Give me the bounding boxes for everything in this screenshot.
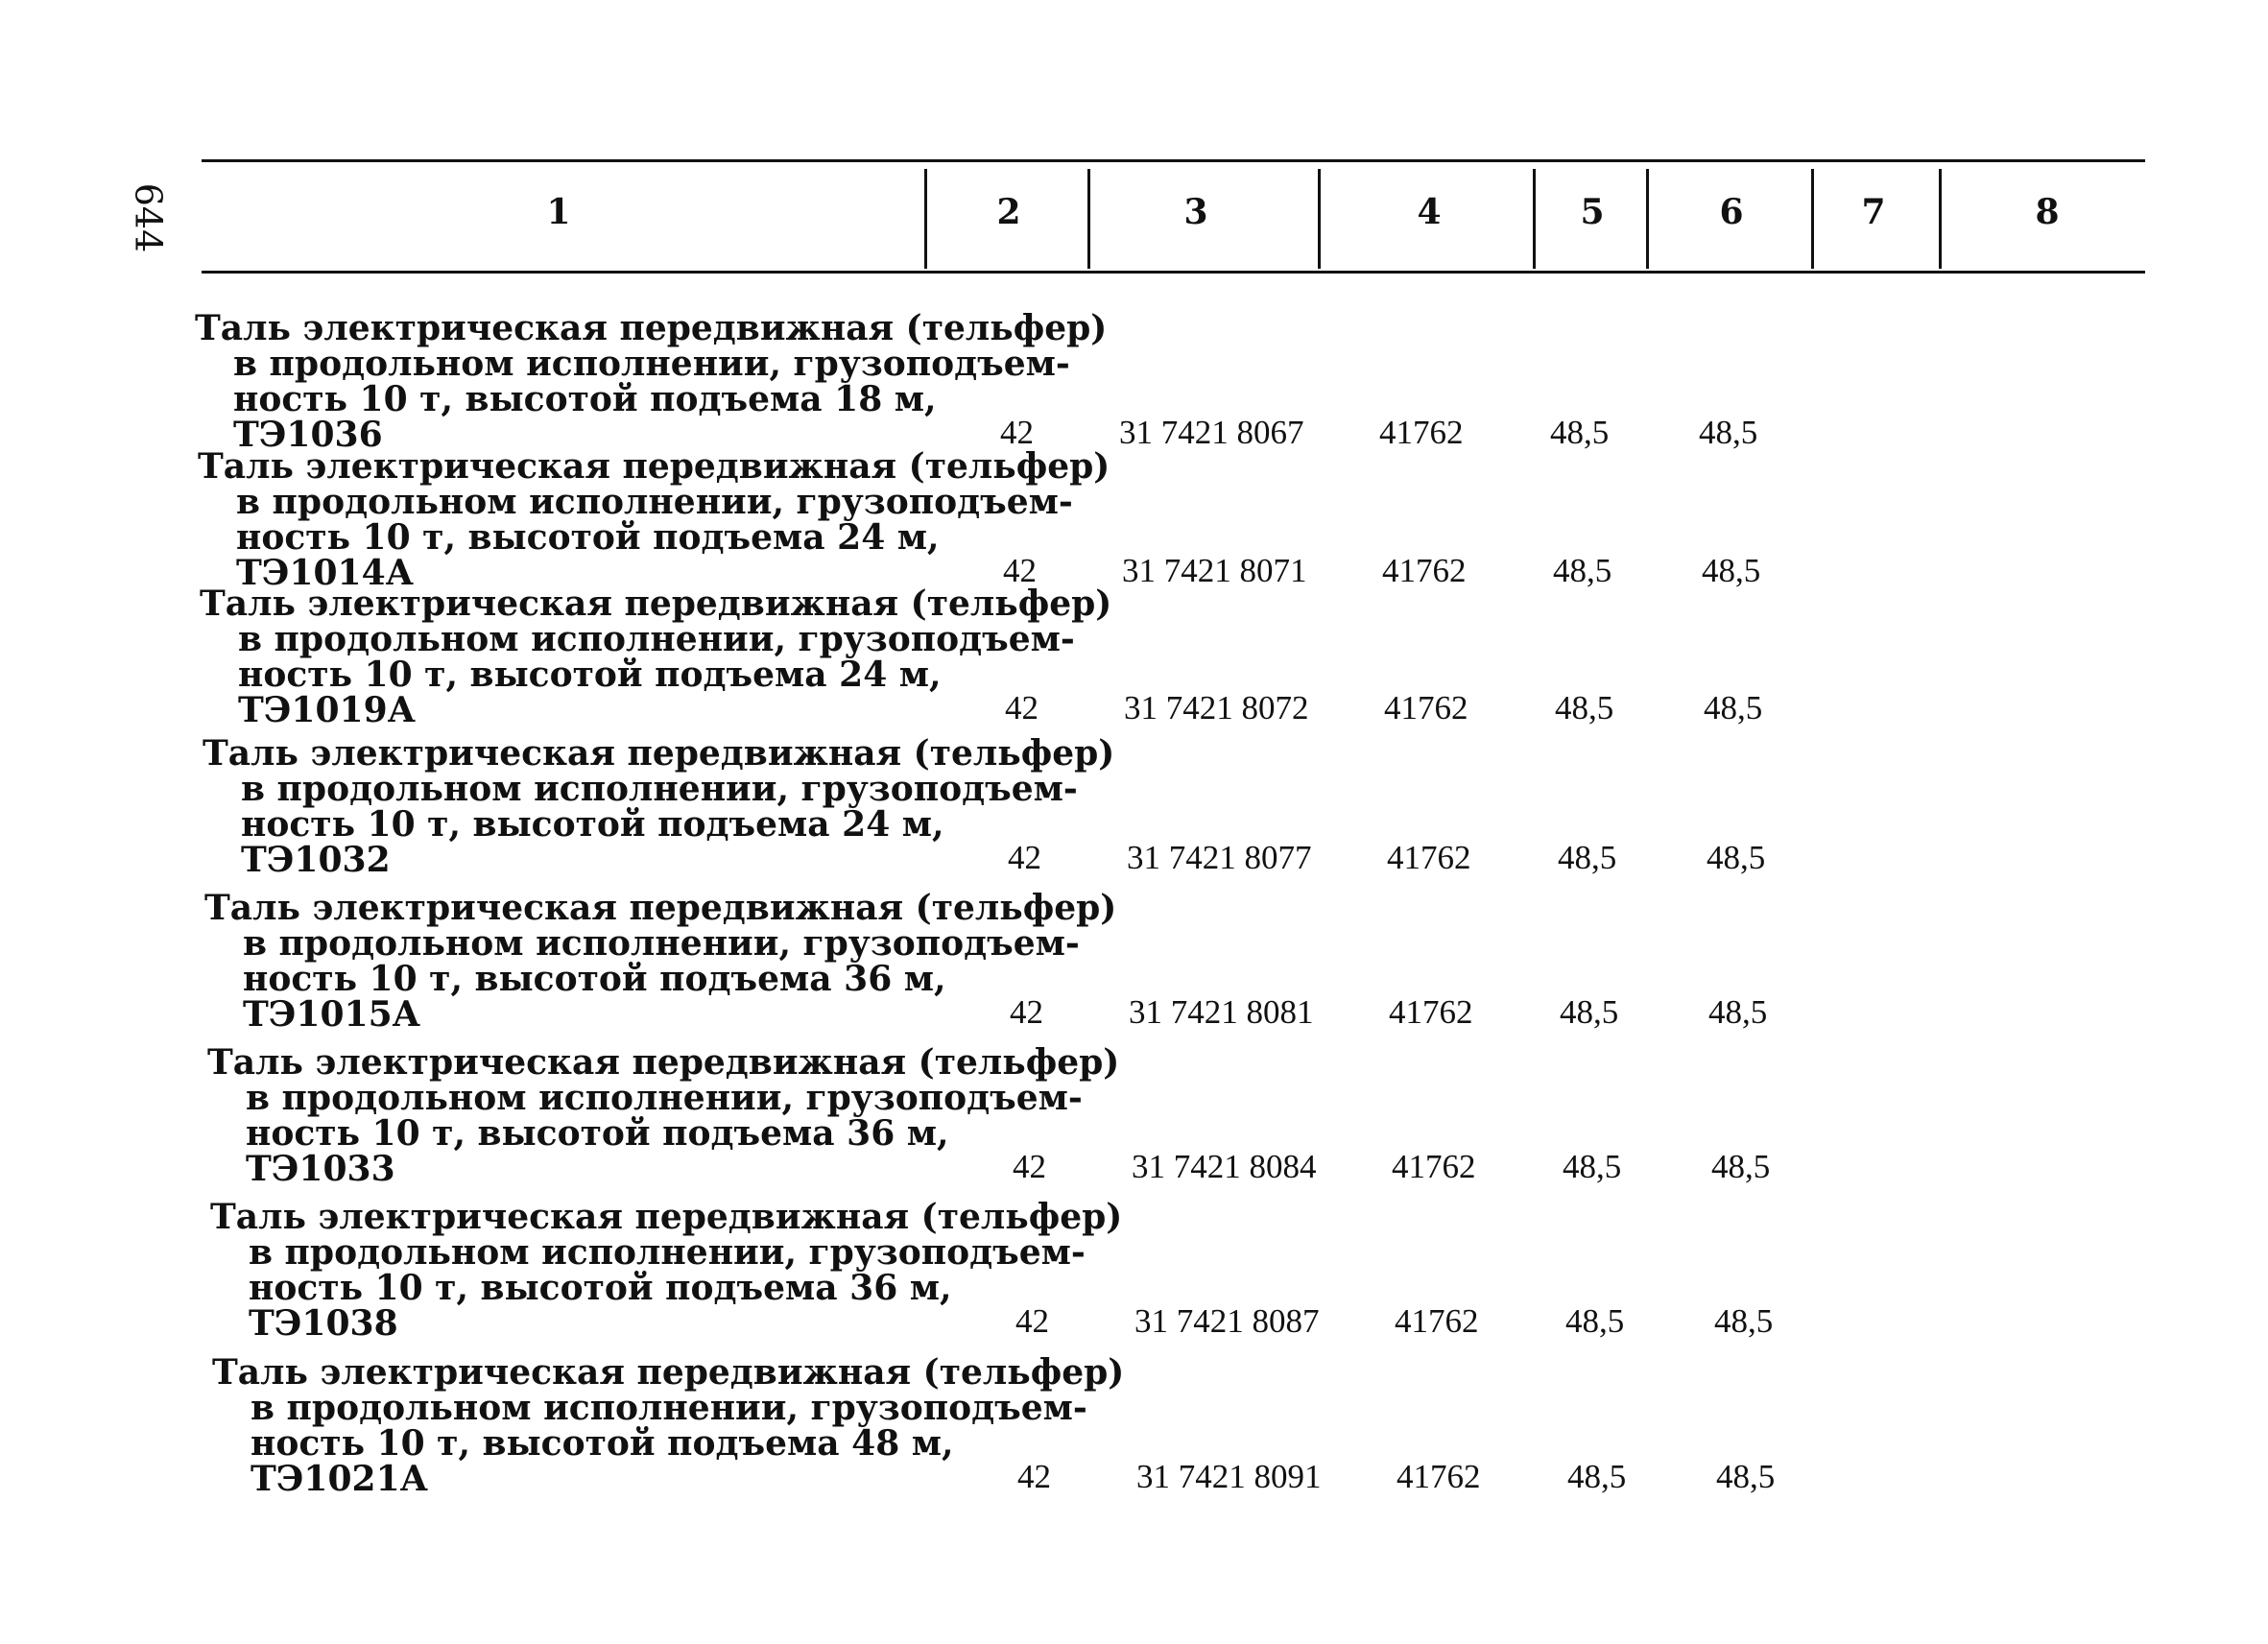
column-divider (1533, 169, 1536, 269)
cell-col2: 42 (1005, 689, 1039, 727)
cell-col4: 41762 (1387, 839, 1471, 876)
cell-col2: 42 (1010, 993, 1043, 1031)
description-line: ность 10 т, высотой подъема 24 м, (238, 655, 942, 695)
description-line: ность 10 т, высотой подъема 36 м, (243, 959, 946, 999)
description-line: ТЭ1032 (241, 840, 391, 880)
cell-col4: 41762 (1392, 1148, 1476, 1185)
column-header-7: 7 (1861, 192, 1886, 232)
cell-col2: 42 (1015, 1302, 1049, 1340)
cell-col3: 31 7421 8091 (1136, 1458, 1322, 1495)
cell-col2: 42 (1000, 414, 1034, 451)
cell-col5: 48,5 (1550, 414, 1610, 451)
cell-col3: 31 7421 8084 (1132, 1148, 1317, 1185)
cell-col4: 41762 (1382, 552, 1467, 589)
description-line: ТЭ1014А (236, 553, 414, 593)
cell-col2: 42 (1008, 839, 1041, 876)
description-line: в продольном исполнении, грузоподъем- (238, 619, 1075, 659)
cell-col6: 48,5 (1702, 552, 1761, 589)
description-line: в продольном исполнении, грузоподъем- (236, 482, 1073, 522)
cell-col5: 48,5 (1567, 1458, 1627, 1495)
cell-col3: 31 7421 8071 (1122, 552, 1307, 589)
cell-col2: 42 (1003, 552, 1037, 589)
table-top-rule (202, 159, 2145, 162)
cell-col5: 48,5 (1555, 689, 1614, 727)
cell-col6: 48,5 (1708, 993, 1768, 1031)
cell-col6: 48,5 (1714, 1302, 1774, 1340)
description-line: Таль электрическая передвижная (тельфер) (203, 733, 1115, 774)
description-line: ность 10 т, высотой подъема 24 м, (236, 517, 940, 558)
cell-col3: 31 7421 8072 (1124, 689, 1309, 727)
column-divider (1939, 169, 1942, 269)
column-divider (1811, 169, 1814, 269)
description-line: ТЭ1021А (251, 1459, 428, 1499)
description-line: ность 10 т, высотой подъема 24 м, (241, 804, 944, 845)
cell-col3: 31 7421 8077 (1127, 839, 1312, 876)
column-divider (1087, 169, 1090, 269)
description-line: в продольном исполнении, грузоподъем- (249, 1232, 1086, 1273)
cell-col3: 31 7421 8087 (1134, 1302, 1320, 1340)
cell-col6: 48,5 (1704, 689, 1763, 727)
description-line: ТЭ1019А (238, 690, 416, 730)
table-header-rule (202, 271, 2145, 274)
description-line: ность 10 т, высотой подъема 18 м, (233, 379, 937, 419)
cell-col6: 48,5 (1699, 414, 1758, 451)
description-line: Таль электрическая передвижная (тельфер) (207, 1042, 1120, 1083)
cell-col6: 48,5 (1711, 1148, 1771, 1185)
cell-col2: 42 (1017, 1458, 1051, 1495)
cell-col5: 48,5 (1553, 552, 1612, 589)
description-line: в продольном исполнении, грузоподъем- (241, 769, 1078, 809)
description-line: ность 10 т, высотой подъема 36 м, (249, 1268, 952, 1308)
description-line: ТЭ1033 (246, 1149, 395, 1189)
cell-col4: 41762 (1384, 689, 1468, 727)
cell-col5: 48,5 (1560, 993, 1619, 1031)
cell-col3: 31 7421 8067 (1119, 414, 1304, 451)
description-line: в продольном исполнении, грузоподъем- (251, 1388, 1087, 1428)
cell-col5: 48,5 (1565, 1302, 1625, 1340)
description-line: ТЭ1015А (243, 994, 420, 1035)
description-line: в продольном исполнении, грузоподъем- (243, 923, 1080, 964)
description-line: ность 10 т, высотой подъема 48 м, (251, 1423, 954, 1464)
cell-col4: 41762 (1397, 1458, 1481, 1495)
cell-col4: 41762 (1379, 414, 1464, 451)
column-header-6: 6 (1719, 192, 1744, 232)
page-number: 644 (127, 182, 170, 253)
cell-col5: 48,5 (1563, 1148, 1622, 1185)
description-line: Таль электрическая передвижная (тельфер) (210, 1197, 1123, 1237)
cell-col6: 48,5 (1707, 839, 1766, 876)
column-header-2: 2 (996, 192, 1021, 232)
description-line: ТЭ1038 (249, 1303, 398, 1344)
column-header-8: 8 (2035, 192, 2060, 232)
description-line: Таль электрическая передвижная (тельфер) (212, 1352, 1125, 1393)
description-line: в продольном исполнении, грузоподъем- (246, 1078, 1083, 1118)
column-divider (1646, 169, 1649, 269)
cell-col2: 42 (1013, 1148, 1046, 1185)
column-divider (924, 169, 927, 269)
column-header-4: 4 (1417, 192, 1442, 232)
column-header-5: 5 (1580, 192, 1605, 232)
column-header-1: 1 (546, 192, 571, 232)
column-divider (1318, 169, 1321, 269)
cell-col3: 31 7421 8081 (1129, 993, 1314, 1031)
description-line: Таль электрическая передвижная (тельфер) (200, 584, 1112, 624)
description-line: в продольном исполнении, грузоподъем- (233, 344, 1070, 384)
cell-col5: 48,5 (1558, 839, 1617, 876)
description-line: Таль электрическая передвижная (тельфер) (204, 888, 1117, 928)
description-line: Таль электрическая передвижная (тельфер) (198, 446, 1110, 487)
cell-col6: 48,5 (1716, 1458, 1776, 1495)
description-line: ТЭ1036 (233, 415, 383, 455)
column-header-3: 3 (1183, 192, 1208, 232)
description-line: Таль электрическая передвижная (тельфер) (195, 308, 1108, 348)
cell-col4: 41762 (1395, 1302, 1479, 1340)
description-line: ность 10 т, высотой подъема 36 м, (246, 1113, 949, 1154)
cell-col4: 41762 (1389, 993, 1473, 1031)
